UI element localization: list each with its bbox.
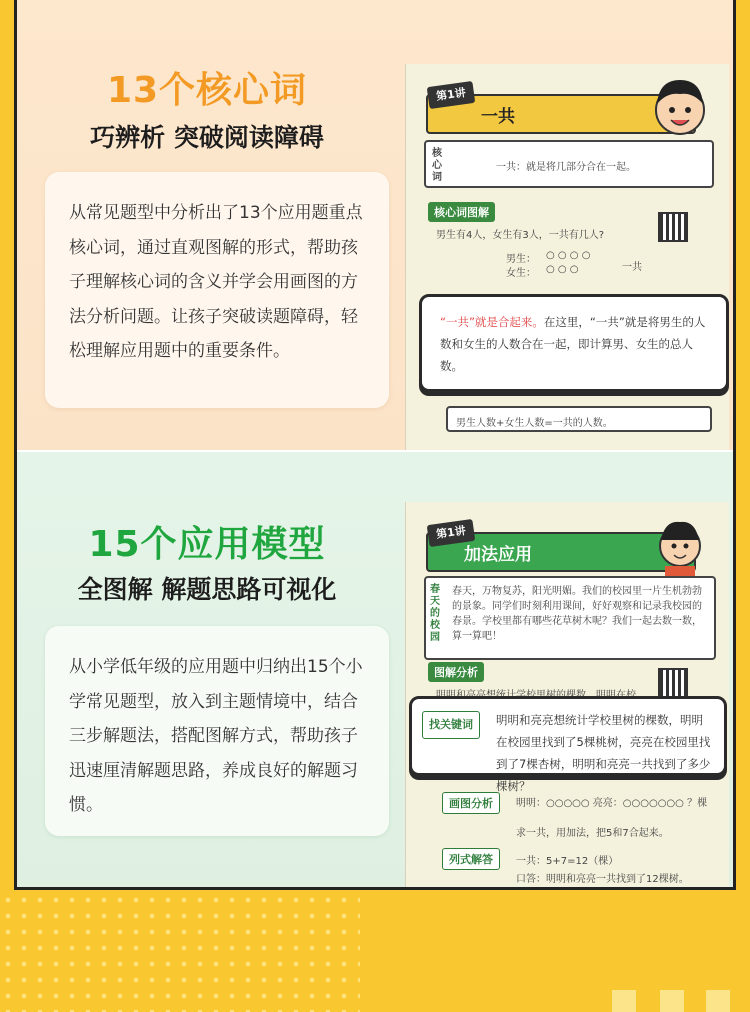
lesson-tag: 第1讲 [427,81,476,109]
book-page-application [405,502,729,887]
section2-heading: 15个应用模型 [88,524,326,565]
section1-description: 从常见题型中分析出了13个应用题重点核心词，通过直观图解的形式，帮助孩子理解核心词的含义并学会用画图的方法分析问题。让孩子突破读题障碍，轻松理解应用题中的重要条件。 [45,172,389,408]
boys-circles: ○ ○ ○ ○ [546,250,591,261]
keyword-tag: 找关键词 [422,711,480,739]
child-character-icon [649,510,711,580]
keyword-popup-text: 明明和亮亮想统计学校里树的棵数，明明在校园里找到了5棵桃树，亮亮在校园里找到了7棵杏树，明明和亮亮一共找到了多少棵树？ [496,713,711,793]
girls-circles: ○ ○ ○ [546,264,579,275]
book-page-core-word [405,64,729,450]
content-frame [14,0,736,890]
formula-box [446,406,712,432]
core-word-box [424,140,714,188]
popup-text: 在这里，“一共”就是将男生的人数和女生的人数合在一起，即计算男、女生的总人数。 [440,315,706,373]
core-text: 一共：就是将几部分合在一起。 [496,162,636,173]
lesson-tag: 第1讲 [427,519,476,547]
step3-tag: 列式解答 [442,848,500,870]
section1-subheading: 巧辨析 突破阅读障碍 [90,123,324,152]
section1-heading: 13个核心词 [106,70,308,111]
story-side-label: 春天的校园 [430,584,440,643]
qr-code-icon [658,668,688,698]
popup-highlight: “一共”就是合起来。 [440,315,544,329]
boy-character-icon [649,72,711,142]
section2-subheading: 全图解 解题思路可视化 [77,575,337,604]
step2-note: 求一共，用加法，把5和7合起来。 [516,828,669,839]
step2-tag: 画图分析 [442,792,500,814]
decor-square [660,990,684,1012]
answer-text: 口答：明明和亮亮一共找到了12棵树。 [516,874,689,885]
lesson-title: 加法应用 [464,545,532,565]
formula-text: 男生人数+女生人数=一共的人数。 [456,418,613,429]
decor-square [612,990,636,1012]
girls-label: 女生： [506,268,536,279]
dot-pattern [0,892,360,1012]
story-box [424,576,716,660]
step3-text: 一共：5+7=12（棵） [516,856,619,867]
story-text: 春天，万物复苏，阳光明媚。我们的校园里一片生机勃勃的景象。同学们时刻利用课间，好好观察和记录我校园的春景。学校里都有哪些花草树木呢？我们一起去数一数，算一算吧！ [452,586,702,642]
diagram-tag: 图解分析 [428,662,484,682]
step2-text: 明明：○○○○○ 亮亮：○○○○○○○ ？棵 [516,798,708,809]
core-word-popup [419,294,729,392]
section2-description: 从小学低年级的应用题中归纳出15个小学常见题型，放入到主题情境中，结合三步解题法，搭配图解方式，帮助孩子迅速厘清解题思路，养成良好的解题习惯。 [45,626,389,836]
decor-square [706,990,730,1012]
qr-code-icon [658,212,688,242]
diagram-question: 男生有4人，女生有3人，一共有几人? [436,230,605,241]
core-label: 核心词 [432,148,442,183]
keyword-popup [409,696,727,793]
boys-label: 男生： [506,254,536,265]
lesson-title: 一共 [481,107,515,127]
total-label: 一共 [622,262,642,273]
diagram-tag: 核心词图解 [428,202,495,222]
